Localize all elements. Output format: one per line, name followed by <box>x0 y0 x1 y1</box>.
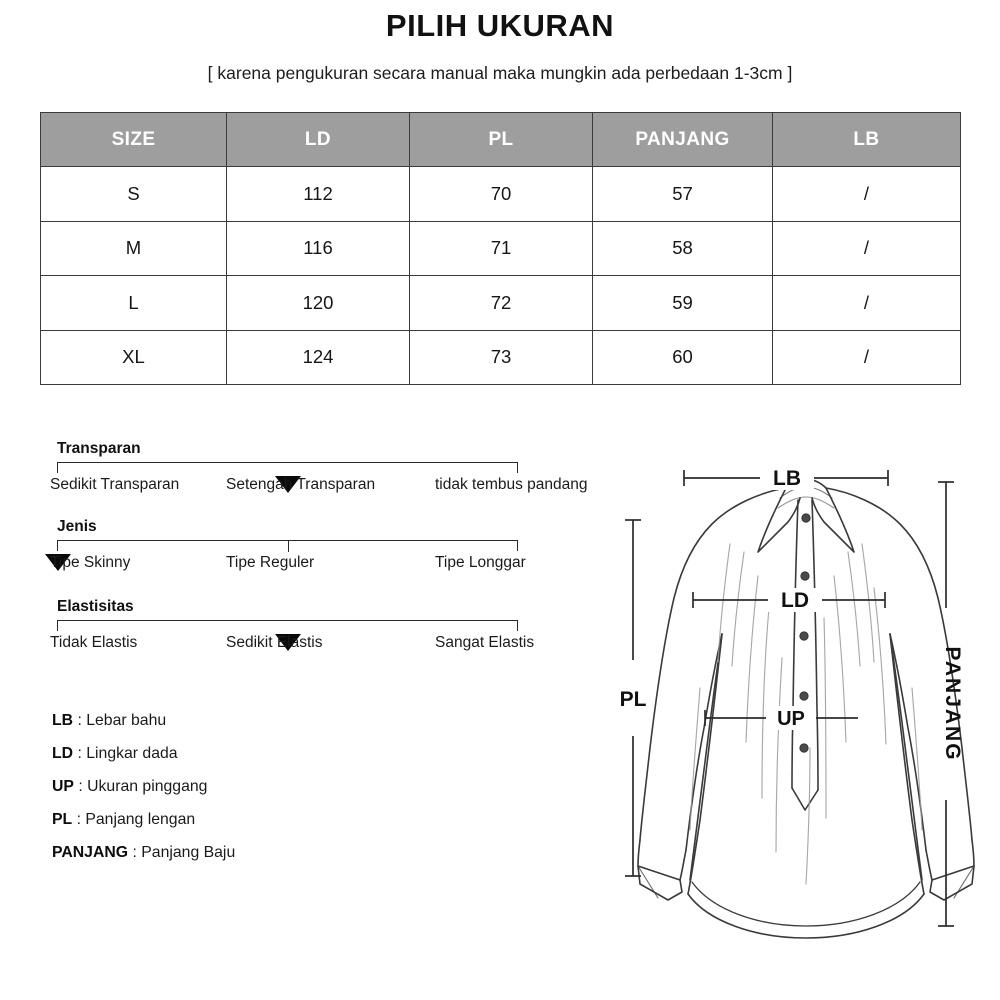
legend-item-pl <box>52 811 472 844</box>
cell-panjang: 57 <box>593 167 773 222</box>
cell-lb: / <box>773 276 961 331</box>
dimension-label-lb: LB <box>773 467 801 490</box>
table-row <box>41 330 961 385</box>
size-table <box>40 112 961 385</box>
legend-abbr-up: UP <box>52 778 74 795</box>
scale-labels-transparan <box>0 476 620 498</box>
cell-panjang: 60 <box>593 330 773 385</box>
scale-bar-jenis <box>57 540 518 551</box>
dimension-label-up: UP <box>777 708 805 730</box>
scale-tick-jenis-mid <box>288 541 289 552</box>
scale-option-jenis-0: Tipe Skinny <box>50 554 131 571</box>
scale-option-elastisitas-0: Tidak Elastis <box>50 634 138 651</box>
scale-title-jenis: Jenis <box>57 518 97 535</box>
legend-text-up: Ukuran pinggang <box>87 778 208 795</box>
scale-bar-transparan <box>57 462 518 473</box>
column-header-pl: PL <box>410 113 593 167</box>
cell-pl: 73 <box>410 330 593 385</box>
scale-option-transparan-2: tidak tembus pandang <box>435 476 588 493</box>
legend-sep-pl: : <box>72 811 86 828</box>
cell-ld: 116 <box>227 221 410 276</box>
scale-option-jenis-2: Tipe Longgar <box>435 554 526 571</box>
legend-item-ld <box>52 745 472 778</box>
cell-ld: 124 <box>227 330 410 385</box>
cell-lb: / <box>773 330 961 385</box>
scale-option-transparan-0: Sedikit Transparan <box>50 476 180 493</box>
cell-lb: / <box>773 221 961 276</box>
scale-bar-elastisitas <box>57 620 518 631</box>
dimension-label-panjang: PANJANG <box>941 646 964 762</box>
cell-pl: 70 <box>410 167 593 222</box>
cell-size: L <box>41 276 227 331</box>
cell-ld: 112 <box>227 167 410 222</box>
garment-diagram <box>612 448 1000 948</box>
column-header-panjang: PANJANG <box>593 113 773 167</box>
cell-pl: 72 <box>410 276 593 331</box>
table-row <box>41 221 961 276</box>
legend-text-ld: Lingkar dada <box>86 745 178 762</box>
cell-panjang: 59 <box>593 276 773 331</box>
scale-title-transparan: Transparan <box>57 440 141 457</box>
legend-text-pl: Panjang lengan <box>85 811 196 828</box>
column-header-lb: LB <box>773 113 961 167</box>
cell-size: M <box>41 221 227 276</box>
cell-size: S <box>41 167 227 222</box>
column-header-size: SIZE <box>41 113 227 167</box>
legend-abbr-pl: PL <box>52 811 73 828</box>
legend-sep-lb: : <box>73 712 87 729</box>
column-header-ld: LD <box>227 113 410 167</box>
legend-item-panjang <box>52 844 472 877</box>
legend-sep-ld: : <box>73 745 87 762</box>
cell-ld: 120 <box>227 276 410 331</box>
page-subtitle: [ karena pengukuran secara manual maka mungkin ada perbedaan 1-3cm ] <box>207 63 793 83</box>
dimension-label-ld: LD <box>781 589 809 612</box>
scale-title-elastisitas: Elastisitas <box>57 598 134 615</box>
dimension-label-pl: PL <box>619 688 647 711</box>
property-scales <box>0 440 620 680</box>
legend-item-up <box>52 778 472 811</box>
page-title: PILIH UKURAN <box>385 8 615 43</box>
cell-lb: / <box>773 167 961 222</box>
legend-abbr-lb: LB <box>52 712 74 729</box>
scale-option-elastisitas-2: Sangat Elastis <box>435 634 535 651</box>
legend-sep-panjang: : <box>128 844 142 861</box>
scale-option-elastisitas-1: Sedikit Elastis <box>226 634 323 651</box>
scale-labels-elastisitas <box>0 634 620 656</box>
scale-labels-jenis <box>0 554 620 576</box>
table-row <box>41 167 961 222</box>
legend-item-lb <box>52 712 472 745</box>
legend-abbr-panjang: PANJANG <box>52 844 129 861</box>
scale-option-transparan-1: Setengah Transparan <box>226 476 376 493</box>
size-table-container <box>40 112 960 385</box>
legend-abbr-ld: LD <box>52 745 74 762</box>
table-header-row <box>41 113 961 167</box>
legend-text-lb: Lebar bahu <box>86 712 167 729</box>
abbreviation-legend <box>52 712 472 877</box>
table-row <box>41 276 961 331</box>
cell-size: XL <box>41 330 227 385</box>
legend-sep-up: : <box>73 778 88 795</box>
scale-option-jenis-1: Tipe Reguler <box>226 554 315 571</box>
legend-text-panjang: Panjang Baju <box>141 844 236 861</box>
cell-panjang: 58 <box>593 221 773 276</box>
cell-pl: 71 <box>410 221 593 276</box>
